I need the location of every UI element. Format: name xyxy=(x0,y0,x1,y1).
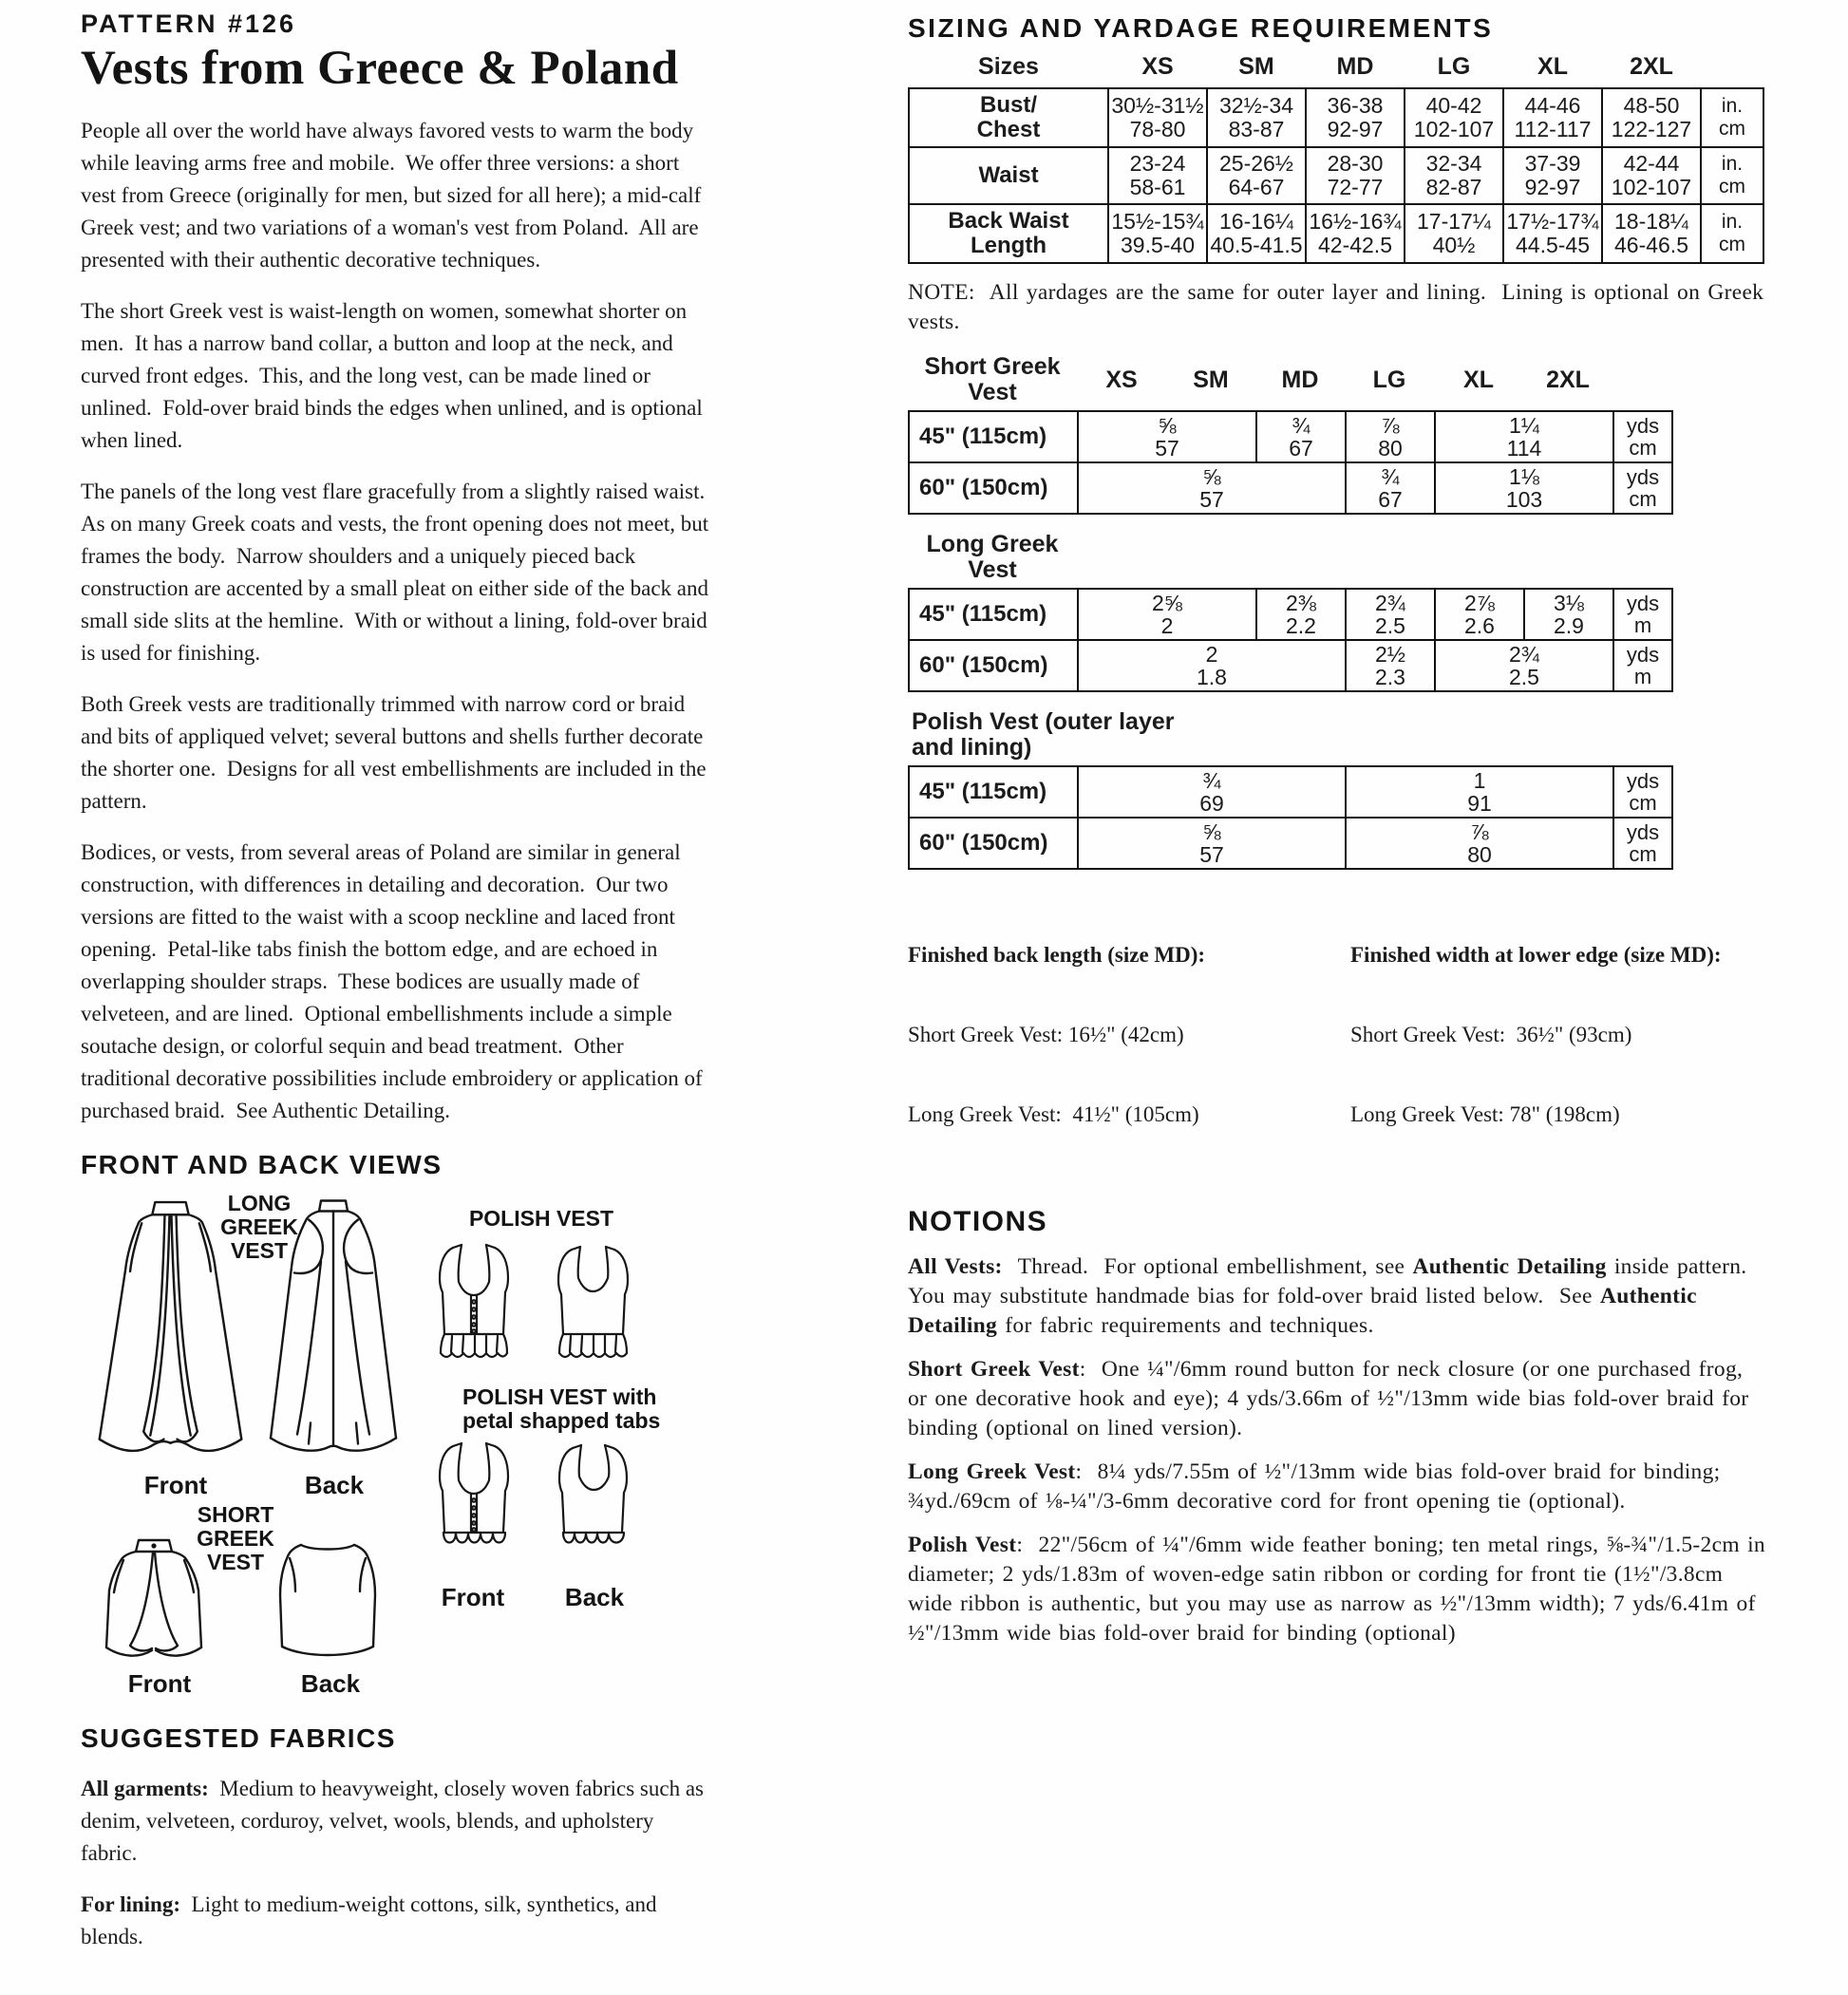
measurement-cell xyxy=(1207,204,1306,263)
polish-vest-yardage-table xyxy=(908,705,1805,870)
inches-value: 15½-15¾ xyxy=(1111,209,1204,234)
cm-value: 78-80 xyxy=(1129,117,1186,141)
text-run: Light to medium-weight cottons, silk, synthetics, and blends. xyxy=(81,1892,663,1948)
polish-petal-vest-back-drawing xyxy=(550,1440,635,1577)
right-column xyxy=(908,13,1805,1648)
pattern-number: PATTERN #126 xyxy=(81,9,297,38)
front-caption: Front xyxy=(127,1669,192,1698)
short-greek-vest-front-drawing xyxy=(83,1534,225,1668)
units-cell xyxy=(1613,411,1672,462)
yardage-cell xyxy=(1346,411,1435,462)
yardage-title-line: Vest xyxy=(968,556,1017,583)
fabric-width-label: 60" (150cm) xyxy=(909,462,1078,514)
unit-line: cm xyxy=(1719,176,1745,198)
yardage-cell xyxy=(1346,462,1435,514)
short-greek-yardage-table-grid xyxy=(908,410,1673,515)
cm-value: 58-61 xyxy=(1129,175,1186,199)
yardage-size-header: LG xyxy=(1372,366,1406,393)
yardage-cell xyxy=(1078,589,1256,640)
measurement-cell xyxy=(1405,88,1503,147)
unit-line: yds xyxy=(1626,643,1660,667)
yards-value: ¾ xyxy=(1381,464,1400,489)
measurement-cell xyxy=(1602,88,1701,147)
vest-line-art xyxy=(275,1536,380,1666)
yardage-row xyxy=(909,766,1672,818)
cm-value: 42-42.5 xyxy=(1317,233,1392,257)
label-line: POLISH VEST with xyxy=(462,1384,657,1409)
measurement-cell xyxy=(1306,88,1405,147)
unit-line: cm xyxy=(1629,436,1657,460)
notions-paragraph xyxy=(908,1252,1767,1341)
short-greek-yardage-table-header xyxy=(908,349,1805,410)
measurement-cell xyxy=(1503,204,1602,263)
yardage-row xyxy=(909,411,1672,462)
bold-text-run: Authentic Detailing xyxy=(1412,1254,1607,1279)
long-greek-yardage-table-header xyxy=(908,527,1805,588)
metric-value: 2.5 xyxy=(1509,665,1539,689)
yards-value: 2½ xyxy=(1375,642,1405,667)
front-and-back-views-figure xyxy=(81,1190,715,1701)
cm-value: 39.5-40 xyxy=(1120,233,1195,257)
bold-text-run: Long Greek Vest xyxy=(908,1459,1076,1484)
metric-value: 69 xyxy=(1199,791,1224,816)
finished-measure-line: Long Greek Vest: 41½" (105cm) xyxy=(908,1102,1199,1126)
metric-value: 57 xyxy=(1155,436,1179,461)
measurement-label-line: Waist xyxy=(978,162,1039,188)
metric-value: 67 xyxy=(1378,487,1403,512)
metric-value: 2.6 xyxy=(1464,613,1495,638)
short-greek-yardage-table xyxy=(908,349,1805,515)
unit-line: in. xyxy=(1721,153,1744,175)
measurement-cell xyxy=(1503,88,1602,147)
metric-value: 57 xyxy=(1199,487,1224,512)
long-greek-yardage-table xyxy=(908,527,1805,692)
vest-line-art xyxy=(430,1439,518,1579)
yardage-size-header: 2XL xyxy=(1546,366,1590,393)
yardage-title-line: Polish Vest (outer layer xyxy=(912,708,1175,735)
metric-value: 57 xyxy=(1199,842,1224,867)
cm-value: 92-97 xyxy=(1524,175,1581,199)
unit-line: m xyxy=(1633,613,1652,637)
size-column-header: SM xyxy=(1238,53,1274,80)
yards-value: 1⅛ xyxy=(1509,464,1539,489)
fabric-width-label: 60" (150cm) xyxy=(909,640,1078,691)
cm-value: 72-77 xyxy=(1327,175,1384,199)
inches-value: 23-24 xyxy=(1129,151,1186,176)
measurement-label-line: Bust/ xyxy=(980,92,1037,118)
inches-value: 16-16¼ xyxy=(1218,209,1293,234)
vest-line-art xyxy=(548,1244,638,1375)
yards-value: 1¼ xyxy=(1509,413,1539,438)
yardage-row xyxy=(909,640,1672,691)
measurement-cell xyxy=(1306,204,1405,263)
inches-value: 25-26½ xyxy=(1218,151,1293,176)
inches-value: 48-50 xyxy=(1623,93,1680,118)
yardage-cell xyxy=(1078,411,1256,462)
fabric-width-label: 45" (115cm) xyxy=(909,766,1078,818)
measurement-label-line: Back Waist xyxy=(948,208,1069,234)
sizing-yardage-heading: SIZING AND YARDAGE REQUIREMENTS xyxy=(908,13,1494,43)
label-line: GREEK xyxy=(220,1214,298,1239)
inches-value: 32-34 xyxy=(1425,151,1482,176)
sizing-table-container xyxy=(908,53,1805,264)
measurement-cell xyxy=(1108,204,1207,263)
label-line: LONG xyxy=(227,1191,292,1215)
polish-vest-label: POLISH VEST xyxy=(468,1206,614,1231)
yardage-title-line: Vest xyxy=(968,379,1017,405)
text-run: for fabric requirements and techniques. xyxy=(997,1313,1374,1338)
cm-value: 82-87 xyxy=(1425,175,1482,199)
cm-value: 44.5-45 xyxy=(1515,233,1590,257)
metric-value: 67 xyxy=(1289,436,1313,461)
measurement-label xyxy=(909,88,1108,147)
units-cell xyxy=(1613,589,1672,640)
inches-value: 32½-34 xyxy=(1218,93,1293,118)
yardage-note: NOTE: All yardages are the same for outer layer and lining. Lining is optional on Greek vests. xyxy=(908,280,1772,334)
unit-line: yds xyxy=(1626,592,1660,615)
yardage-cell xyxy=(1078,818,1346,869)
size-column-header: XL xyxy=(1537,53,1568,80)
inches-value: 17½-17¾ xyxy=(1506,209,1599,234)
sizing-table-row xyxy=(909,147,1763,204)
cm-value: 83-87 xyxy=(1228,117,1285,141)
size-column-header: XS xyxy=(1141,53,1174,80)
yards-value: ⅞ xyxy=(1470,819,1489,844)
text-run: Medium to heavyweight, closely woven fabrics such as denim, velveteen, corduroy, velvet, wools, blends, and upholstery fabric. xyxy=(81,1777,709,1865)
metric-value: 1.8 xyxy=(1197,665,1227,689)
measurement-cell xyxy=(1602,147,1701,204)
unit-line: m xyxy=(1633,665,1652,688)
sizing-header-row xyxy=(909,53,1763,88)
yards-value: 2¾ xyxy=(1509,642,1539,667)
unit-line: yds xyxy=(1626,820,1660,844)
units-cell xyxy=(1701,147,1763,204)
yardage-title-line: Short Greek xyxy=(924,353,1061,380)
intro-paragraph: Bodices, or vests, from several areas of Poland are similar in general construction, with differences in detailing and decoration. Our two versions are fitted to the waist with a scoop neckline and laced front opening. Petal-like tabs finish the bottom edge, and are echoed in overlapping shoulder straps. These bodices are usually made of velveteen, and are lined. Optional embellishments include a simple soutache design, or colorful sequin and bead treatment. Other traditional decorative possibilities include embroidery or application of purchased braid. See Authentic Detailing. xyxy=(81,840,708,1122)
polish-petal-vest-label xyxy=(462,1385,728,1433)
bold-text-run: All Vests: xyxy=(908,1254,1003,1279)
sizing-table xyxy=(908,53,1764,264)
measurement-cell xyxy=(1602,204,1701,263)
fabric-width-label: 60" (150cm) xyxy=(909,818,1078,869)
measurement-cell xyxy=(1503,147,1602,204)
intro-paragraph: The panels of the long vest flare gracefully from a slightly raised waist. As on many Greek coats and vests, the front opening does not meet, but frames the body. Narrow shoulders and a uniquely pieced back construction are accented by a small pleat on either side of the back and small side slits at the hemline. With or without a lining, fold-over braid is used for finishing. xyxy=(81,480,715,665)
intro-paragraph: The short Greek vest is waist-length on women, somewhat shorter on men. It has a narrow band collar, a button and loop at the neck, and curved front edges. This, and the long vest, can be made lined or unlined. Fold-over braid binds the edges when unlined, and is optional when lined. xyxy=(81,299,708,452)
inches-value: 30½-31½ xyxy=(1111,93,1204,118)
suggested-fabrics-heading: SUGGESTED FABRICS xyxy=(81,1723,396,1753)
left-column xyxy=(81,9,715,1953)
yardage-cell xyxy=(1346,589,1435,640)
inches-value: 18-18¼ xyxy=(1613,209,1688,234)
yardage-cell xyxy=(1346,640,1435,691)
notions-paragraph xyxy=(908,1531,1774,1648)
intro-paragraph: Both Greek vests are traditionally trimmed with narrow cord or braid and bits of appliqued velvet; several buttons and shells further decorate the shorter one. Designs for all vest embellishments are included in the pattern. xyxy=(81,692,712,813)
finished-width-block xyxy=(1350,889,1722,1181)
back-caption: Back xyxy=(564,1583,625,1611)
unit-line: cm xyxy=(1629,842,1657,866)
notions-paragraph xyxy=(908,1355,1767,1443)
finished-back-length-block xyxy=(908,889,1350,1181)
finished-measure-line: Short Greek Vest: 36½" (93cm) xyxy=(1350,1023,1632,1046)
cm-value: 46-46.5 xyxy=(1613,233,1688,257)
fabrics-paragraph xyxy=(81,1889,715,1953)
text-run: Thread. For optional embellishment, see xyxy=(1002,1254,1413,1279)
polish-vest-front-drawing xyxy=(430,1242,518,1381)
yards-value: 2¾ xyxy=(1375,591,1405,615)
units-cell xyxy=(1613,818,1672,869)
bold-text-run: Authentic Detailing xyxy=(908,1284,1706,1338)
metric-value: 2 xyxy=(1160,613,1174,638)
inches-value: 17-17¼ xyxy=(1416,209,1491,234)
cm-value: 102-107 xyxy=(1413,117,1495,141)
inches-value: 42-44 xyxy=(1623,151,1680,176)
yardage-cell xyxy=(1435,411,1613,462)
bold-text-run: Short Greek Vest xyxy=(908,1357,1080,1382)
finished-measure-line: Long Greek Vest: 78" (198cm) xyxy=(1350,1102,1620,1126)
unit-line: yds xyxy=(1626,769,1660,793)
label-line: SHORT xyxy=(197,1502,274,1527)
metric-value: 2.2 xyxy=(1286,613,1316,638)
back-caption: Back xyxy=(300,1669,361,1698)
units-cell xyxy=(1613,640,1672,691)
measurement-label xyxy=(909,204,1108,263)
label-line: VEST xyxy=(230,1238,289,1263)
yardage-cell xyxy=(1524,589,1613,640)
measurement-cell xyxy=(1405,147,1503,204)
yardage-tables-container xyxy=(908,349,1805,870)
units-column-header xyxy=(1701,53,1763,88)
metric-value: 103 xyxy=(1505,487,1543,512)
bold-text-run: All garments: xyxy=(81,1777,209,1800)
yardage-table-title xyxy=(908,527,1077,588)
yardage-title-line: and lining) xyxy=(912,734,1032,761)
text-run: : One ¼"/6mm round button for neck closure (or one purchased frog, or one decorative hook and eye); 4 yds/3.66m of ½"/13mm wide bias fold-over braid for binding (optional on lined version). xyxy=(908,1357,1757,1440)
cm-value: 64-67 xyxy=(1228,175,1285,199)
measurement-cell xyxy=(1306,147,1405,204)
front-caption: Front xyxy=(143,1471,208,1499)
vest-line-art xyxy=(550,1440,635,1577)
yards-value: ⅝ xyxy=(1158,413,1177,438)
yardage-cell xyxy=(1435,589,1524,640)
back-caption: Back xyxy=(304,1471,365,1499)
size-column-header: MD xyxy=(1336,53,1374,80)
short-greek-vest-back-drawing xyxy=(275,1536,380,1666)
size-column-header: Sizes xyxy=(978,53,1039,80)
yards-value: 2⅝ xyxy=(1152,591,1182,615)
text-run: : 8¼ yds/7.55m of ½"/13mm wide bias fold-over braid for binding; ¾yd./69cm of ⅛-¼"/3-6mm decorative cord for front opening tie (optional). xyxy=(908,1459,1728,1514)
inches-value: 28-30 xyxy=(1327,151,1384,176)
cm-value: 112-117 xyxy=(1514,117,1592,141)
inches-value: 44-46 xyxy=(1524,93,1581,118)
fabric-width-label: 45" (115cm) xyxy=(909,411,1078,462)
yardage-cell xyxy=(1435,462,1613,514)
yardage-cell xyxy=(1078,462,1346,514)
metric-value: 91 xyxy=(1467,791,1492,816)
bold-text-run: Polish Vest xyxy=(908,1533,1017,1557)
yards-value: ⅞ xyxy=(1381,413,1400,438)
finished-width-heading: Finished width at lower edge (size MD): xyxy=(1350,943,1722,967)
yardage-cell xyxy=(1346,766,1613,818)
label-line: GREEK xyxy=(197,1526,274,1551)
metric-value: 114 xyxy=(1506,436,1542,461)
unit-line: in. xyxy=(1721,211,1744,233)
bold-text-run: For lining: xyxy=(81,1892,181,1916)
cm-value: 102-107 xyxy=(1611,175,1692,199)
yardage-table-title xyxy=(908,349,1077,410)
long-greek-yardage-table-grid xyxy=(908,588,1673,692)
units-cell xyxy=(1613,766,1672,818)
metric-value: 2.9 xyxy=(1554,613,1584,638)
unit-line: cm xyxy=(1719,118,1745,140)
measurement-cell xyxy=(1108,147,1207,204)
yardage-size-header: XS xyxy=(1105,366,1138,393)
measurement-cell xyxy=(1207,88,1306,147)
notions-paragraph xyxy=(908,1458,1767,1516)
units-cell xyxy=(1701,88,1763,147)
yardage-cell xyxy=(1256,411,1346,462)
polish-vest-back-drawing xyxy=(548,1244,638,1375)
label-line: VEST xyxy=(206,1550,265,1574)
yardage-row xyxy=(909,589,1672,640)
vest-line-art xyxy=(430,1242,518,1381)
fabric-width-label: 45" (115cm) xyxy=(909,589,1078,640)
yardage-cell xyxy=(1346,818,1613,869)
measurement-label-line: Length xyxy=(971,233,1047,258)
yardage-cell xyxy=(1078,766,1346,818)
front-caption: Front xyxy=(441,1583,505,1611)
yardage-table-title xyxy=(908,705,1175,765)
notions-heading: NOTIONS xyxy=(908,1206,1048,1237)
yardage-cell xyxy=(1435,640,1613,691)
sizing-table-row xyxy=(909,88,1763,147)
cm-value: 92-97 xyxy=(1327,117,1384,141)
measurement-cell xyxy=(1405,204,1503,263)
unit-line: yds xyxy=(1626,414,1660,438)
sizing-table-row xyxy=(909,204,1763,263)
yardage-row xyxy=(909,818,1672,869)
unit-line: cm xyxy=(1719,234,1745,255)
inches-value: 37-39 xyxy=(1524,151,1581,176)
polish-vest-yardage-table-grid xyxy=(908,765,1673,870)
finished-back-length-heading: Finished back length (size MD): xyxy=(908,943,1206,967)
units-cell xyxy=(1613,462,1672,514)
unit-line: yds xyxy=(1626,465,1660,489)
yardage-row xyxy=(909,462,1672,514)
measurement-cell xyxy=(1207,147,1306,204)
measurement-label-line: Chest xyxy=(976,117,1041,142)
cm-value: 122-127 xyxy=(1611,117,1692,141)
long-greek-vest-label xyxy=(212,1192,307,1263)
yardage-title-line: Long Greek xyxy=(926,531,1059,557)
yards-value: 2 xyxy=(1205,642,1218,667)
yards-value: ¾ xyxy=(1292,413,1311,438)
metric-value: 2.3 xyxy=(1375,665,1405,689)
yards-value: 2⅜ xyxy=(1286,591,1316,615)
inches-value: 40-42 xyxy=(1425,93,1482,118)
unit-line: cm xyxy=(1629,487,1657,511)
fabrics-paragraph xyxy=(81,1773,715,1870)
unit-line: cm xyxy=(1629,791,1657,815)
intro-paragraph: People all over the world have always favored vests to warm the body while leaving arms free and mobile. We offer three versions: a short vest from Greece (originally for men, but sized for all here); a mid-calf Greek vest; and two variations of a woman's vest from Poland. All are presented with their authentic decorative techniques. xyxy=(81,119,707,272)
text-run: : 22"/56cm of ¼"/6mm wide feather boning; ten metal rings, ⅝-¾"/1.5-2cm in diameter; 2 yds/1.83m of woven-edge satin ribbon or cording for front tie (1½"/3.8cm wide ribbon is authentic, but you may use as narrow as ½"/13mm width); 7 yds/6.41m of ½"/13mm wide bias fold-over braid for binding (optional) xyxy=(908,1533,1774,1646)
cm-value: 40.5-41.5 xyxy=(1210,233,1303,257)
yardage-size-header: MD xyxy=(1281,366,1319,393)
label-line: petal shapped tabs xyxy=(462,1408,661,1433)
yards-value: ⅝ xyxy=(1202,464,1221,489)
inches-value: 36-38 xyxy=(1327,93,1384,118)
inches-value: 16½-16¾ xyxy=(1309,209,1402,234)
polish-vest-yardage-table-header xyxy=(908,705,1805,765)
page-title: Vests from Greece & Poland xyxy=(81,42,679,95)
front-back-views-heading: FRONT AND BACK VIEWS xyxy=(81,1150,443,1179)
yards-value: ⅝ xyxy=(1202,819,1221,844)
measurement-label xyxy=(909,147,1108,204)
size-column-header: LG xyxy=(1437,53,1471,80)
unit-line: in. xyxy=(1721,95,1744,117)
size-column-header: 2XL xyxy=(1630,53,1673,80)
metric-value: 80 xyxy=(1467,842,1492,867)
finished-measurements xyxy=(908,889,1805,1181)
yards-value: 1 xyxy=(1473,768,1486,793)
metric-value: 80 xyxy=(1378,436,1403,461)
finished-measure-line: Short Greek Vest: 16½" (42cm) xyxy=(908,1023,1184,1046)
yardage-size-header: XL xyxy=(1463,366,1494,393)
yards-value: 2⅞ xyxy=(1464,591,1495,615)
text-run: inside pattern. You may substitute handmade bias for fold-over braid listed below. See xyxy=(908,1254,1762,1308)
measurement-cell xyxy=(1108,88,1207,147)
vest-line-art xyxy=(83,1534,225,1668)
metric-value: 2.5 xyxy=(1375,613,1405,638)
yards-value: 3⅛ xyxy=(1554,591,1584,615)
yardage-size-header: SM xyxy=(1193,366,1229,393)
yards-value: ¾ xyxy=(1202,768,1221,793)
yardage-cell xyxy=(1256,589,1346,640)
cm-value: 40½ xyxy=(1432,233,1476,257)
polish-petal-vest-front-drawing xyxy=(430,1439,518,1579)
yardage-cell xyxy=(1078,640,1346,691)
units-cell xyxy=(1701,204,1763,263)
